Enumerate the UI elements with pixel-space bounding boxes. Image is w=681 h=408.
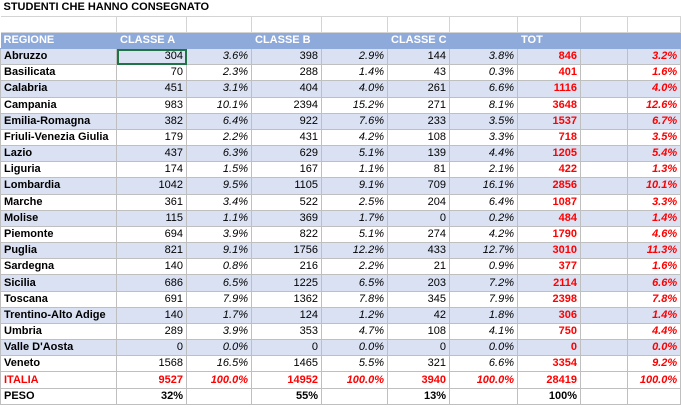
peso-row [1,388,681,404]
classe-b-pct-cell[interactable]: 15.2% [322,97,388,113]
classe-a-pct-cell[interactable]: 0.0% [187,340,252,356]
tot-empty-cell[interactable] [581,275,628,291]
tot-pct-cell[interactable]: 5.4% [628,146,681,162]
classe-b-pct-cell[interactable]: 1.4% [322,65,388,81]
table-row [1,97,681,113]
tot-empty-cell[interactable] [581,356,628,372]
tot-count-cell[interactable]: 306 [518,307,581,323]
tot-pct-cell[interactable]: 12.6% [628,97,681,113]
table-row [1,243,681,259]
table-row [1,356,681,372]
classe-b-pct-cell[interactable]: 1.1% [322,162,388,178]
region-cell[interactable]: Puglia [1,243,117,259]
tot-pct-cell[interactable]: 0.0% [628,340,681,356]
total-row [1,372,681,388]
tot-empty-cell[interactable] [581,97,628,113]
classe-b-count-cell[interactable]: 629 [252,146,322,162]
region-cell[interactable]: Sicilia [1,275,117,291]
cell[interactable] [187,16,252,32]
classe-a-count-cell[interactable]: 691 [117,291,187,307]
classe-a-pct-cell[interactable]: 6.4% [187,113,252,129]
classe-a-pct-cell[interactable]: 3.9% [187,226,252,242]
tot-pct-cell[interactable]: 1.4% [628,307,681,323]
region-cell[interactable]: Marche [1,194,117,210]
classe-a-pct-cell[interactable]: 7.9% [187,291,252,307]
classe-a-pct-cell[interactable]: 9.5% [187,178,252,194]
classe-a-count-cell[interactable]: 437 [117,146,187,162]
region-cell[interactable]: Umbria [1,323,117,339]
peso-empty-cell[interactable] [628,388,681,404]
classe-a-pct-cell[interactable]: 0.8% [187,259,252,275]
classe-b-pct-cell[interactable]: 1.2% [322,307,388,323]
sheet-title[interactable]: STUDENTI CHE HANNO CONSEGNATO [1,0,681,16]
classe-b-pct-cell[interactable]: 4.7% [322,323,388,339]
cell[interactable] [388,16,450,32]
classe-b-count-cell[interactable]: 167 [252,162,322,178]
header-classe-c[interactable]: CLASSE C [388,32,450,48]
tot-pct-cell[interactable]: 1.4% [628,210,681,226]
classe-c-count-cell[interactable]: 204 [388,194,450,210]
tot-pct-cell[interactable]: 4.0% [628,81,681,97]
table-row [1,275,681,291]
tot-count-cell[interactable]: 1205 [518,146,581,162]
tot-empty-cell[interactable] [581,113,628,129]
tot-pct-cell[interactable]: 3.3% [628,194,681,210]
tot-pct-cell[interactable]: 3.5% [628,129,681,145]
classe-b-count-cell[interactable]: 1225 [252,275,322,291]
table-row [1,65,681,81]
peso-empty-cell[interactable] [187,388,252,404]
tot-count-cell[interactable]: 2856 [518,178,581,194]
table-row [1,307,681,323]
tot-empty-cell[interactable] [581,49,628,65]
region-cell[interactable]: Lombardia [1,178,117,194]
table-row [1,129,681,145]
tot-count-cell[interactable]: 401 [518,65,581,81]
classe-a-pct-cell[interactable]: 6.3% [187,146,252,162]
classe-c-pct-cell[interactable]: 7.9% [450,291,518,307]
tot-empty-cell[interactable] [581,340,628,356]
region-cell[interactable]: Emilia-Romagna [1,113,117,129]
region-cell[interactable]: Trentino-Alto Adige [1,307,117,323]
classe-c-pct-cell[interactable]: 4.4% [450,146,518,162]
classe-b-pct-cell[interactable]: 4.0% [322,81,388,97]
classe-c-count-cell[interactable]: 42 [388,307,450,323]
classe-a-count-cell[interactable]: 694 [117,226,187,242]
tot-count-cell[interactable]: 1537 [518,113,581,129]
tot-count-cell[interactable]: 3010 [518,243,581,259]
classe-b-pct-cell[interactable]: 2.5% [322,194,388,210]
classe-a-pct-cell[interactable]: 16.5% [187,356,252,372]
total-c-pct-cell[interactable]: 100.0% [450,372,518,388]
classe-a-count-cell[interactable]: 361 [117,194,187,210]
header-empty[interactable] [450,32,518,48]
classe-c-count-cell[interactable]: 271 [388,97,450,113]
tot-empty-cell[interactable] [581,291,628,307]
classe-a-pct-cell[interactable]: 1.5% [187,162,252,178]
tot-count-cell[interactable]: 422 [518,162,581,178]
classe-a-count-cell[interactable]: 115 [117,210,187,226]
classe-b-count-cell[interactable]: 922 [252,113,322,129]
table-row [1,146,681,162]
classe-c-count-cell[interactable]: 433 [388,243,450,259]
classe-b-count-cell[interactable]: 522 [252,194,322,210]
tot-empty-cell[interactable] [581,259,628,275]
classe-b-count-cell[interactable]: 1465 [252,356,322,372]
header-row [1,32,681,48]
classe-c-pct-cell[interactable]: 3.5% [450,113,518,129]
classe-c-count-cell[interactable]: 0 [388,210,450,226]
classe-c-count-cell[interactable]: 203 [388,275,450,291]
header-empty[interactable] [581,32,628,48]
classe-c-count-cell[interactable]: 108 [388,129,450,145]
tot-count-cell[interactable]: 3354 [518,356,581,372]
tot-pct-cell[interactable]: 3.2% [628,49,681,65]
classe-c-pct-cell[interactable]: 0.9% [450,259,518,275]
total-a-cell[interactable]: 9527 [117,372,187,388]
table-row [1,323,681,339]
classe-c-pct-cell[interactable]: 6.4% [450,194,518,210]
classe-b-pct-cell[interactable]: 5.1% [322,146,388,162]
peso-c-cell[interactable]: 13% [388,388,450,404]
classe-a-count-cell[interactable]: 140 [117,259,187,275]
cell[interactable] [518,16,581,32]
tot-pct-cell[interactable]: 11.3% [628,243,681,259]
classe-c-count-cell[interactable]: 21 [388,259,450,275]
classe-b-count-cell[interactable]: 822 [252,226,322,242]
classe-a-pct-cell[interactable]: 3.9% [187,323,252,339]
classe-c-pct-cell[interactable]: 1.8% [450,307,518,323]
classe-a-count-cell[interactable]: 174 [117,162,187,178]
peso-label-cell[interactable]: PESO [1,388,117,404]
classe-a-count-cell[interactable]: 304 [117,49,187,65]
classe-c-count-cell[interactable]: 43 [388,65,450,81]
region-cell[interactable]: Campania [1,97,117,113]
classe-c-pct-cell[interactable]: 6.6% [450,356,518,372]
tot-empty-cell[interactable] [581,243,628,259]
tot-empty-cell[interactable] [581,81,628,97]
tot-pct-cell[interactable]: 1.3% [628,162,681,178]
total-a-pct-cell[interactable]: 100.0% [187,372,252,388]
classe-a-count-cell[interactable]: 1042 [117,178,187,194]
total-empty-cell[interactable] [581,372,628,388]
classe-b-count-cell[interactable]: 1756 [252,243,322,259]
classe-c-pct-cell[interactable]: 0.2% [450,210,518,226]
cell[interactable] [117,16,187,32]
classe-b-pct-cell[interactable]: 5.1% [322,226,388,242]
tot-pct-cell[interactable]: 7.8% [628,291,681,307]
classe-a-count-cell[interactable]: 0 [117,340,187,356]
classe-b-pct-cell[interactable]: 2.2% [322,259,388,275]
header-empty[interactable] [628,32,681,48]
classe-c-count-cell[interactable]: 261 [388,81,450,97]
cell[interactable] [581,16,628,32]
peso-tot-cell[interactable]: 100% [518,388,581,404]
classe-b-count-cell[interactable]: 1105 [252,178,322,194]
tot-count-cell[interactable]: 750 [518,323,581,339]
classe-b-pct-cell[interactable]: 9.1% [322,178,388,194]
classe-b-pct-cell[interactable]: 0.0% [322,340,388,356]
tot-count-cell[interactable]: 1087 [518,194,581,210]
classe-b-pct-cell[interactable]: 6.5% [322,275,388,291]
tot-empty-cell[interactable] [581,307,628,323]
classe-a-count-cell[interactable]: 686 [117,275,187,291]
table-row [1,226,681,242]
tot-count-cell[interactable]: 2114 [518,275,581,291]
region-cell[interactable]: Veneto [1,356,117,372]
header-classe-b[interactable]: CLASSE B [252,32,322,48]
classe-a-pct-cell[interactable]: 2.3% [187,65,252,81]
tot-empty-cell[interactable] [581,194,628,210]
classe-a-pct-cell[interactable]: 3.6% [187,49,252,65]
cell[interactable] [450,16,518,32]
classe-c-count-cell[interactable]: 108 [388,323,450,339]
classe-b-pct-cell[interactable]: 7.8% [322,291,388,307]
table-row [1,291,681,307]
classe-c-pct-cell[interactable]: 0.0% [450,340,518,356]
tot-pct-cell[interactable]: 6.6% [628,275,681,291]
classe-a-pct-cell[interactable]: 3.4% [187,194,252,210]
region-cell[interactable]: Sardegna [1,259,117,275]
tot-empty-cell[interactable] [581,323,628,339]
tot-count-cell[interactable]: 484 [518,210,581,226]
classe-c-pct-cell[interactable]: 3.3% [450,129,518,145]
tot-count-cell[interactable]: 377 [518,259,581,275]
total-label-cell[interactable]: ITALIA [1,372,117,388]
table-row [1,49,681,65]
classe-b-count-cell[interactable]: 0 [252,340,322,356]
header-empty[interactable] [187,32,252,48]
tot-pct-cell[interactable]: 1.6% [628,259,681,275]
classe-b-pct-cell[interactable]: 1.7% [322,210,388,226]
header-tot[interactable]: TOT [518,32,581,48]
tot-pct-cell[interactable]: 10.1% [628,178,681,194]
classe-b-pct-cell[interactable]: 7.6% [322,113,388,129]
classe-a-pct-cell[interactable]: 2.2% [187,129,252,145]
region-cell[interactable]: Basilicata [1,65,117,81]
classe-a-count-cell[interactable]: 1568 [117,356,187,372]
table-row [1,178,681,194]
classe-c-count-cell[interactable]: 321 [388,356,450,372]
classe-c-count-cell[interactable]: 233 [388,113,450,129]
classe-c-count-cell[interactable]: 0 [388,340,450,356]
region-cell[interactable]: Calabria [1,81,117,97]
cell[interactable] [1,16,117,32]
tot-count-cell[interactable]: 1116 [518,81,581,97]
classe-c-pct-cell[interactable]: 8.1% [450,97,518,113]
classe-a-pct-cell[interactable]: 1.1% [187,210,252,226]
classe-a-count-cell[interactable]: 70 [117,65,187,81]
classe-c-count-cell[interactable]: 345 [388,291,450,307]
region-cell[interactable]: Molise [1,210,117,226]
classe-c-pct-cell[interactable]: 3.8% [450,49,518,65]
table-row [1,194,681,210]
classe-a-count-cell[interactable]: 289 [117,323,187,339]
tot-count-cell[interactable]: 0 [518,340,581,356]
classe-b-pct-cell[interactable]: 2.9% [322,49,388,65]
classe-c-pct-cell[interactable]: 12.7% [450,243,518,259]
peso-empty-cell[interactable] [581,388,628,404]
table-row [1,162,681,178]
total-b-pct-cell[interactable]: 100.0% [322,372,388,388]
peso-b-cell[interactable]: 55% [252,388,322,404]
classe-c-count-cell[interactable]: 709 [388,178,450,194]
classe-b-pct-cell[interactable]: 12.2% [322,243,388,259]
classe-b-count-cell[interactable]: 431 [252,129,322,145]
tot-empty-cell[interactable] [581,146,628,162]
tot-pct-cell[interactable]: 9.2% [628,356,681,372]
classe-c-count-cell[interactable]: 81 [388,162,450,178]
classe-b-count-cell[interactable]: 353 [252,323,322,339]
cell[interactable] [322,16,388,32]
classe-c-count-cell[interactable]: 139 [388,146,450,162]
header-empty[interactable] [322,32,388,48]
classe-a-pct-cell[interactable]: 10.1% [187,97,252,113]
classe-c-pct-cell[interactable]: 7.2% [450,275,518,291]
classe-b-pct-cell[interactable]: 5.5% [322,356,388,372]
region-cell[interactable]: Friuli-Venezia Giulia [1,129,117,145]
tot-pct-cell[interactable]: 4.4% [628,323,681,339]
classe-a-count-cell[interactable]: 179 [117,129,187,145]
classe-b-count-cell[interactable]: 288 [252,65,322,81]
tot-count-cell[interactable]: 1790 [518,226,581,242]
region-cell[interactable]: Piemonte [1,226,117,242]
classe-b-count-cell[interactable]: 2394 [252,97,322,113]
tot-pct-cell[interactable]: 6.7% [628,113,681,129]
classe-b-count-cell[interactable]: 404 [252,81,322,97]
tot-empty-cell[interactable] [581,129,628,145]
classe-c-pct-cell[interactable]: 4.1% [450,323,518,339]
blank-row [1,16,681,32]
peso-empty-cell[interactable] [450,388,518,404]
classe-a-pct-cell[interactable]: 6.5% [187,275,252,291]
tot-count-cell[interactable]: 718 [518,129,581,145]
classe-a-count-cell[interactable]: 821 [117,243,187,259]
peso-a-cell[interactable]: 32% [117,388,187,404]
classe-a-count-cell[interactable]: 983 [117,97,187,113]
total-b-cell[interactable]: 14952 [252,372,322,388]
tot-pct-cell[interactable]: 4.6% [628,226,681,242]
region-cell[interactable]: Liguria [1,162,117,178]
classe-a-count-cell[interactable]: 382 [117,113,187,129]
table-row [1,81,681,97]
classe-b-pct-cell[interactable]: 4.2% [322,129,388,145]
classe-a-pct-cell[interactable]: 1.7% [187,307,252,323]
classe-b-count-cell[interactable]: 216 [252,259,322,275]
classe-c-count-cell[interactable]: 144 [388,49,450,65]
classe-b-count-cell[interactable]: 398 [252,49,322,65]
classe-a-count-cell[interactable]: 451 [117,81,187,97]
classe-b-count-cell[interactable]: 369 [252,210,322,226]
total-tot-pct-cell[interactable]: 100.0% [628,372,681,388]
classe-b-count-cell[interactable]: 124 [252,307,322,323]
tot-empty-cell[interactable] [581,226,628,242]
table-row [1,340,681,356]
total-c-cell[interactable]: 3940 [388,372,450,388]
tot-count-cell[interactable]: 846 [518,49,581,65]
cell[interactable] [252,16,322,32]
header-regione[interactable]: REGIONE [1,32,117,48]
tot-count-cell[interactable]: 2398 [518,291,581,307]
classe-c-pct-cell[interactable]: 0.3% [450,65,518,81]
classe-a-count-cell[interactable]: 140 [117,307,187,323]
tot-pct-cell[interactable]: 1.6% [628,65,681,81]
tot-empty-cell[interactable] [581,210,628,226]
classe-c-count-cell[interactable]: 274 [388,226,450,242]
classe-a-pct-cell[interactable]: 9.1% [187,243,252,259]
title-row [1,0,681,16]
region-cell[interactable]: Lazio [1,146,117,162]
tot-empty-cell[interactable] [581,178,628,194]
tot-empty-cell[interactable] [581,162,628,178]
table-row [1,210,681,226]
table-row [1,259,681,275]
peso-empty-cell[interactable] [322,388,388,404]
classe-c-pct-cell[interactable]: 6.6% [450,81,518,97]
classe-c-pct-cell[interactable]: 16.1% [450,178,518,194]
cell[interactable] [628,16,681,32]
tot-empty-cell[interactable] [581,65,628,81]
tot-count-cell[interactable]: 3648 [518,97,581,113]
header-classe-a[interactable]: CLASSE A [117,32,187,48]
region-cell[interactable]: Toscana [1,291,117,307]
total-tot-cell[interactable]: 28419 [518,372,581,388]
classe-c-pct-cell[interactable]: 2.1% [450,162,518,178]
classe-a-pct-cell[interactable]: 3.1% [187,81,252,97]
region-cell[interactable]: Valle D'Aosta [1,340,117,356]
classe-c-pct-cell[interactable]: 4.2% [450,226,518,242]
region-cell[interactable]: Abruzzo [1,49,117,65]
table-row [1,113,681,129]
classe-b-count-cell[interactable]: 1362 [252,291,322,307]
